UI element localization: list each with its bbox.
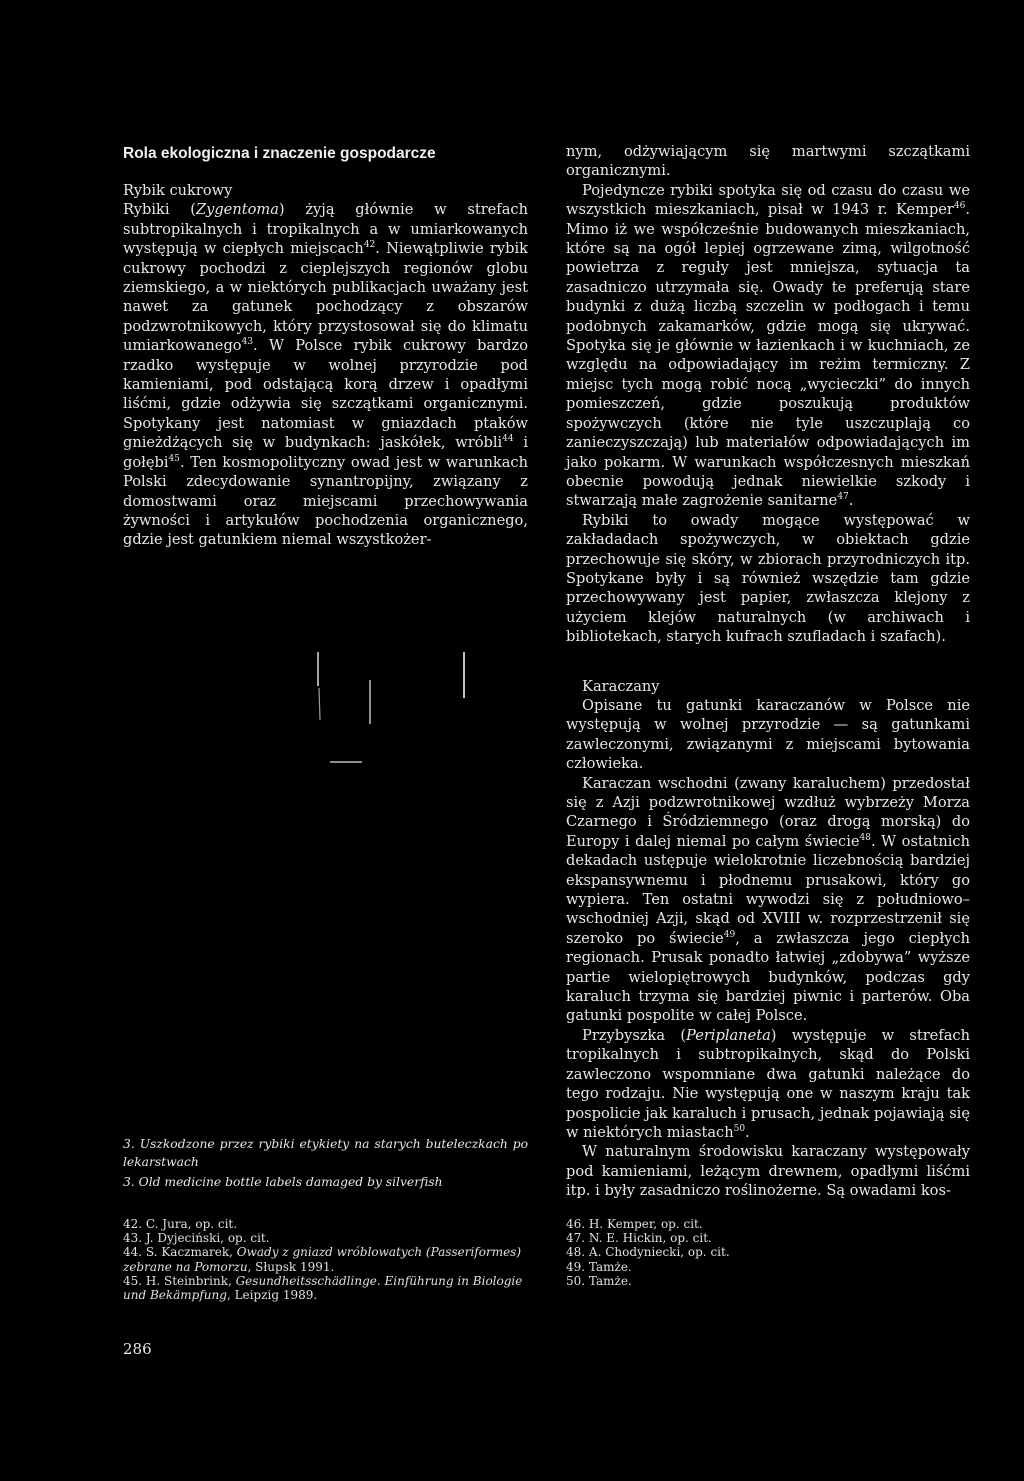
footnote: 50. Tamże. xyxy=(566,1273,632,1288)
footnotes-right xyxy=(566,1217,866,1288)
footnote-ref: 44 xyxy=(502,434,514,445)
footnote: 42. C. Jura, op. cit. xyxy=(123,1217,238,1231)
genus-name: Periplaneta xyxy=(686,1026,771,1044)
footnote: 48. A. Chodyniecki, op. cit. xyxy=(566,1245,730,1260)
footnote-ref: 42 xyxy=(363,240,376,251)
footnote: 47. N. E. Hickin, op. cit. xyxy=(566,1231,712,1246)
section-title: Rola ekologiczna i znaczenie gospodarcze xyxy=(123,145,436,162)
right-paragraph: nym, odżywiającym się martwymi szczątkami organicznymi. xyxy=(566,143,970,180)
right-paragraph: Pojedyncze rybiki spotyka się od czasu do czasu we wszystkich mieszkaniach, pisał w 1943 r. Kemper$^{46}$. Mimo iż we współcześnie budowanych mieszkaniach, które są na ogół lepiej ogrzewane zimą, wilgotność powietrza z reguły jest mniejsza, sytuacja ta zasadniczo utrzymała się. Owady te preferują stare budynki z dużą liczbą szczelin w podłogach i temu podobnych zakamarków, gdzie mogą się ukrywać. Spotyka się je głównie w łazienkach i w kuchniach, ze względu na odpowiadający im reżim termiczny. Z miejsc tych mogą robić nocą „wycieczki” do innych pomieszczeń, gdzie poszukują produktów spożywczych (które nie tyle uszczuplają co zanieczyszczają) lub materiałów odpowiadających im jako pokarm. W warunkach współczesnych mieszkań obecnie powodują jednak niewielkie szkody i stwarzają małe zagrożenie sanitarne$^{47}$. xyxy=(566,181,970,510)
footnotes-left xyxy=(123,1217,528,1302)
footnote: 49. Tamże. xyxy=(566,1259,632,1274)
footnote: 45. H. Steinbrink, Gesundheitsschädlinge. Einführung in Biologie und Bekämpfung, Leipzig 1989. xyxy=(123,1273,523,1303)
footnote-ref: 49 xyxy=(723,929,736,940)
left-paragraph: Rybiki (Zygentoma) żyją głównie w strefach subtropikalnych i tropikalnych a w umiarkowanych występują w ciepłych miejscach$^{42}$. Niewątpliwie rybik cukrowy pochodzi z cieplejszych regionów globu ziemskiego, a w niektórych publikacjach uważany jest nawet za gatunek pochodzący z obszarów podzwrotnikowych, który przystosował się do klimatu umiarkowanego$^{43}$. W Polsce rybik cukrowy bardzo rzadko występuje w wolnej przyrodzie pod kamieniami, pod odstającą korą drzew i opadłymi liśćmi, gdzie odżywia się szczątkami organicznymi. Spotykany jest natomiast w gniazdach ptaków gnieżdżących się w budynkach: jaskółek, wróbli$^{44}$ i gołębi$^{45}$. Ten kosmopolityczny owad jest w warunkach Polski zdecydowanie synantropijny, związany z domostwami oraz miejscami przechowywania żywności i artykułów pochodzenia organicznego, gdzie jest gatunkiem niemal wszystkożer- xyxy=(123,201,529,549)
right-paragraph: Rybiki to owady mogące występować w zakładadach spożywczych, w obiektach gdzie przechowuje się skóry, w zbiorach przyrodniczych itp. Spotykane były i są również wszędzie tam gdzie przechowywany jest papier, zwłaszcza klejony z użyciem klejów naturalnych (w archiwach i bibliotekach, starych kufrach szufladach i szafach). xyxy=(566,511,970,646)
footnote-ref: 43 xyxy=(241,337,254,348)
subhead-karaczany: Karaczany xyxy=(582,677,660,695)
footnote-ref: 46 xyxy=(953,201,966,212)
genus-name: Zygentoma xyxy=(195,201,279,219)
footnote: 43. J. Dyjeciński, op. cit. xyxy=(123,1231,270,1246)
footnote-ref: 47 xyxy=(837,492,849,503)
footnote-ref: 45 xyxy=(168,453,180,464)
footnote: 46. H. Kemper, op. cit. xyxy=(566,1217,703,1231)
footnote-ref: 48 xyxy=(859,832,871,843)
figure-caption-en: 3. Old medicine bottle labels damaged by silverfish xyxy=(123,1175,443,1189)
footnote: 44. S. Kaczmarek, Owady z gniazd wróblowatych (Passeriformes) zebrane na Pomorzu, Słupsk 1991. xyxy=(123,1245,522,1274)
subhead-rybik: Rybik cukrowy xyxy=(123,182,233,199)
page-number: 286 xyxy=(123,1340,152,1358)
right-paragraph: W naturalnym środowisku karaczany występowały pod kamieniami, leżącym drewnem, opadłymi liśćmi itp. i były zasadniczo roślinożerne. Są owadami kos- xyxy=(566,1143,970,1200)
right-column xyxy=(566,142,970,1201)
figure-image xyxy=(290,640,530,770)
right-paragraph: Przybyszka (Periplaneta) występuje w strefach tropikalnych i subtropikalnych, skąd do Polski zawleczono wspomniane dwa gatunki należące do tego rodzaju. Nie występują one w naszym kraju tak pospolicie jak karaluch i prusach, jednak pojawiają się w niektórych miastach$^{50}$. xyxy=(566,1026,970,1141)
figure-caption-pl: 3. Uszkodzone przez rybiki etykiety na starych buteleczkach po lekarstwach xyxy=(123,1137,528,1169)
right-paragraph: Opisane tu gatunki karaczanów w Polsce nie występują w wolnej przyrodzie — są gatunkami zawleczonymi, związanymi z miejscami bytowania człowieka. xyxy=(566,696,970,773)
left-column xyxy=(123,165,528,550)
footnote-ref: 50 xyxy=(733,1123,746,1134)
right-paragraph: Karaczan wschodni (zwany karaluchem) przedostał się z Azji podzwrotnikowej wzdłuż wybrzeży Morza Czarnego i Śródziemnego (oraz drogą morską) do Europy i dalej niemal po całym świecie$^{48}$. W ostatnich dekadach ustępuje wielokrotnie liczebnością bardziej ekspansywnemu i płodnemu prusakowi, który go wypiera. Ten ostatni wywodzi się z południowo–wschodniej Azji, skąd od XVIII w. rozprzestrzenił się szeroko po świecie$^{49}$, a zwłaszcza jego ciepłych regionach. Prusak ponadto łatwiej „zdobywa” wyższe partie wielopiętrowych budynków, podczas gdy karaluch trzyma się bardziej piwnic i parterów. Oba gatunki pospolite w całej Polsce. xyxy=(566,774,970,1025)
